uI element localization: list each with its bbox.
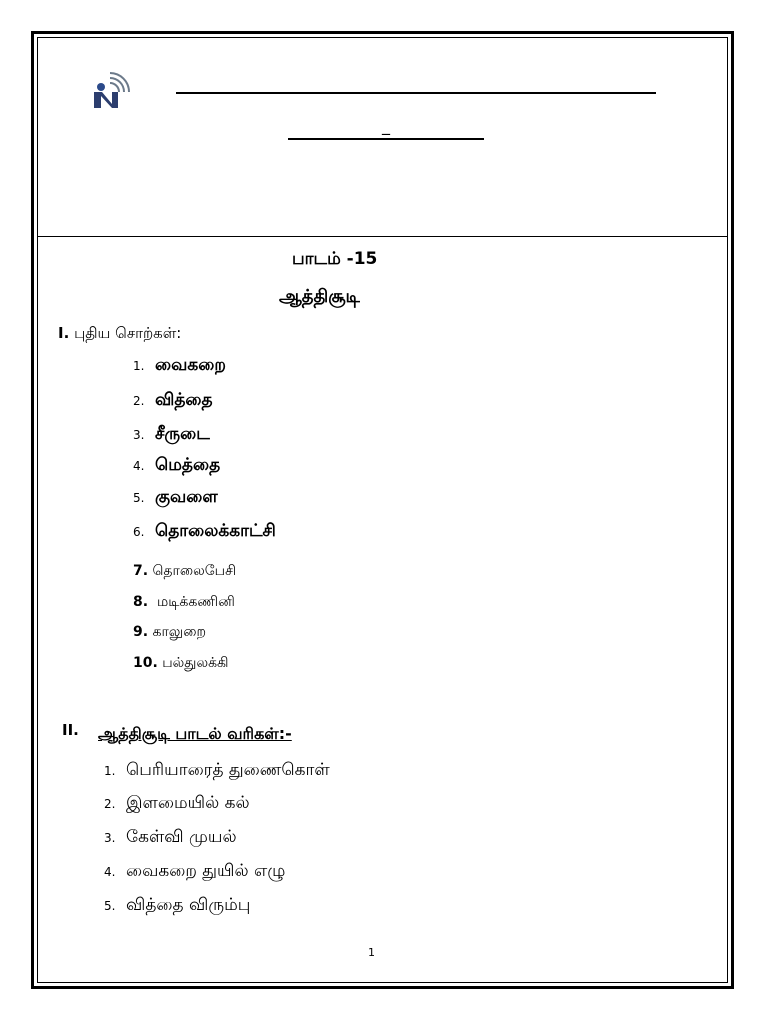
list-item: 6. தொலைக்காட்சி [133, 521, 276, 541]
page-number: 1 [368, 946, 375, 959]
title-underline [176, 92, 656, 94]
list-item: 7. தொலைபேசி [133, 563, 237, 579]
list-item: 10. பல்துலக்கி [133, 655, 229, 671]
list-item: 2. வித்தை [133, 390, 213, 410]
school-logo-icon [88, 70, 134, 110]
subtitle-dash: _ [382, 116, 390, 135]
verse-item: 5. வித்தை விரும்பு [104, 895, 251, 915]
header-divider [37, 236, 728, 237]
section1-numeral: I. [58, 324, 70, 342]
list-item: 8. மடிக்கணினி [133, 594, 235, 610]
list-item: 5. குவளை [133, 487, 218, 507]
section2-numeral: II. [62, 721, 79, 739]
lesson-number: பாடம் -15 [292, 249, 378, 269]
verse-item: 1. பெரியாரைத் துணைகொள் [104, 760, 330, 780]
verse-item: 4. வைகறை துயில் எழு [104, 861, 286, 881]
section1-heading-text: புதிய சொற்கள்: [74, 324, 182, 342]
verse-item: 3. கேள்வி முயல் [104, 827, 237, 847]
subtitle-area [288, 116, 484, 140]
section1-heading [58, 324, 181, 344]
list-item: 4. மெத்தை [133, 455, 221, 475]
list-item: 3. சீருடை [133, 424, 210, 444]
list-item: 1. வைகறை [133, 355, 226, 375]
verse-item: 2. இளமையில் கல் [104, 793, 250, 813]
section2-heading: ஆத்திசூடி பாடல் வரிகள்:- [98, 724, 292, 743]
list-item: 9. காலுறை [133, 624, 206, 640]
lesson-title: ஆத்திசூடி [279, 286, 360, 307]
subtitle-underline [288, 138, 484, 140]
